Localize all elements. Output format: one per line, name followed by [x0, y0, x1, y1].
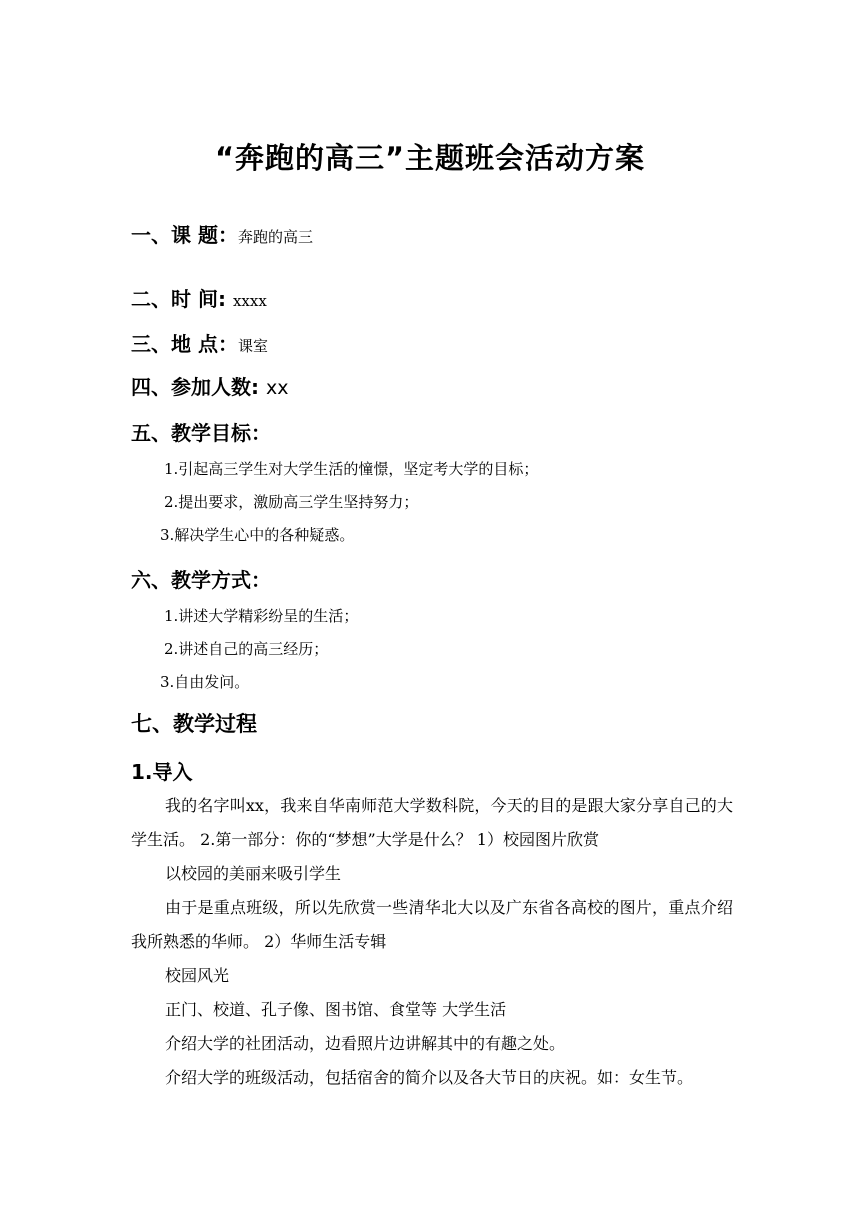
document-title: “奔跑的高三”主题班会活动方案	[214, 141, 646, 175]
section-participants-value: xx	[265, 377, 289, 399]
section-process-heading: 七、教学过程	[131, 712, 257, 736]
section-methods-heading: 六、教学方式：	[131, 568, 271, 592]
section-time-value: xxxx	[232, 292, 267, 310]
body-paragraph: 正门、校道、孔子像、图书馆、食堂等 大学生活	[165, 1000, 507, 1019]
section-topic	[131, 219, 313, 248]
section-topic-label: 一、课 题：	[131, 223, 238, 247]
section-time	[131, 283, 267, 312]
method-item: 2.讲述自己的高三经历；	[164, 640, 329, 658]
section-location	[131, 328, 268, 357]
section-time-label: 二、时 间:	[131, 287, 226, 311]
method-item: 3.自由发问。	[160, 673, 250, 691]
goal-item: 3.解决学生心中的各种疑惑。	[160, 526, 355, 544]
section-goals-heading: 五、教学目标：	[131, 421, 271, 445]
section-location-label: 三、地 点：	[131, 332, 238, 356]
subsection-intro-heading: 1.导入	[131, 760, 193, 784]
section-location-value: 课室	[237, 337, 268, 355]
section-participants-label: 四、参加人数:	[131, 375, 259, 399]
body-paragraph: 我的名字叫xx，我来自华南师范大学数科院，今天的目的是跟大家分享自己的大学生活。 2.第一部分：你的“梦想”大学是什么？ 1）校园图片欣赏	[131, 796, 733, 849]
body-paragraph: 以校园的美丽来吸引学生	[165, 864, 342, 883]
body-paragraph: 介绍大学的社团活动，边看照片边讲解其中的有趣之处。	[165, 1034, 566, 1053]
section-topic-value: 奔跑的高三	[237, 228, 313, 246]
body-paragraph: 由于是重点班级，所以先欣赏一些清华北大以及广东省各高校的图片，重点介绍我所熟悉的华师。 2）华师生活专辑	[131, 898, 733, 951]
section-participants	[131, 371, 288, 400]
goal-item: 1.引起高三学生对大学生活的憧憬，坚定考大学的目标；	[164, 460, 539, 478]
method-item: 1.讲述大学精彩纷呈的生活；	[164, 607, 359, 625]
body-paragraph: 校园风光	[165, 966, 230, 985]
goal-item: 2.提出要求，激励高三学生坚持努力；	[164, 493, 419, 511]
body-paragraph: 介绍大学的班级活动，包括宿舍的简介以及各大节日的庆祝。如：女生节。	[165, 1068, 694, 1087]
